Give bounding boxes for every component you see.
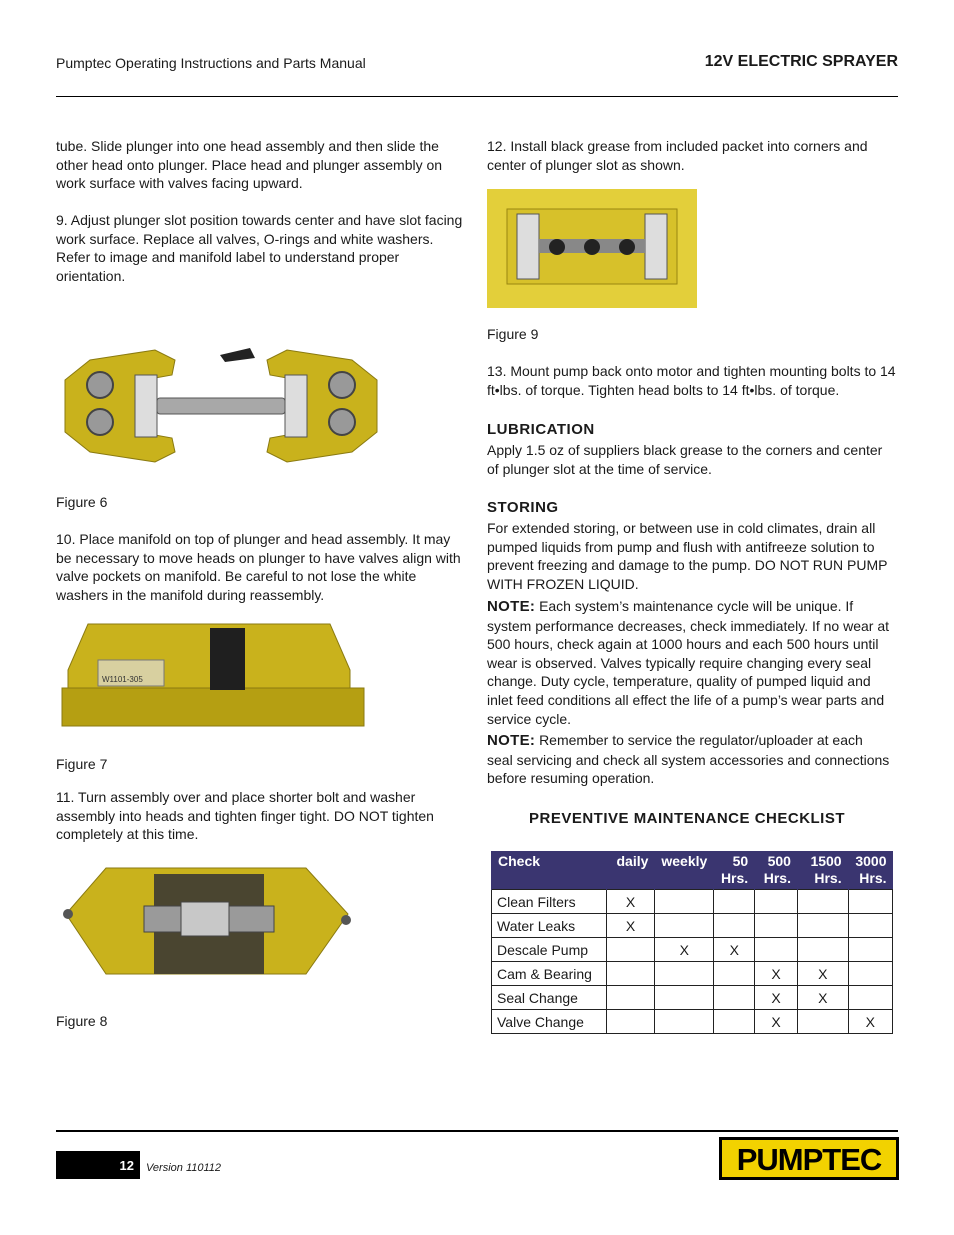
step-9: 9. Adjust plunger slot position towards center and have slot facing work surface. Replace all valves, O-rings and white washers. Refer to image and manifold label to understand proper orientation. bbox=[56, 212, 463, 284]
figure-7-image bbox=[60, 620, 366, 728]
header-title: Pumptec Operating Instructions and Parts Manual bbox=[56, 55, 366, 71]
note-1 bbox=[487, 597, 899, 728]
step-13: 13. Mount pump back onto motor and tighten mounting bolts to 14 ft•lbs. of torque. Tighten head bolts to 14 ft•lbs. of torque. bbox=[487, 363, 896, 398]
note-2 bbox=[487, 731, 891, 788]
col-check: Check bbox=[492, 851, 607, 890]
figure-8-caption: Figure 8 bbox=[56, 1013, 108, 1029]
step-12: 12. Install black grease from included packet into corners and center of plunger slot as shown. bbox=[487, 138, 868, 173]
lubrication-text: Apply 1.5 oz of suppliers black grease to the corners and center of plunger slot at the time of service. bbox=[487, 442, 883, 477]
table-row: Valve Change X X bbox=[492, 1010, 893, 1034]
figure-7-label: W1101-305 bbox=[102, 675, 143, 684]
table-row: Water Leaks X bbox=[492, 914, 893, 938]
header-product: 12V ELECTRIC SPRAYER bbox=[704, 53, 898, 70]
note-2-text: Remember to service the regulator/uploader at each seal servicing and check all system accessories and connections before resuming operation. bbox=[487, 732, 890, 787]
figure-6-image bbox=[60, 340, 382, 472]
step-11: 11. Turn assembly over and place shorter bolt and washer assembly into heads and tighten finger tight. DO NOT tighten completely at this time. bbox=[56, 789, 434, 843]
table-row: Seal Change X X bbox=[492, 986, 893, 1010]
note-2-label: NOTE: bbox=[487, 732, 536, 749]
col-1500hrs: 1500 Hrs. bbox=[797, 851, 848, 890]
figure-9-image bbox=[487, 189, 697, 308]
figure-8-image bbox=[56, 854, 358, 986]
checklist-heading: PREVENTIVE MAINTENANCE CHECKLIST bbox=[529, 810, 846, 827]
note-1-text: Each system’s maintenance cycle will be unique. If system performance decreases, check immediately. If no wear at 500 hours, check again at 1000 hours and each 500 hours until wear is observed. Valves typically require changing every seal change. Duty cycle, temperature, quality of pumped liquid and inlet feed conditions all effect the life of a pump’s wear parts and service cycle. bbox=[487, 598, 890, 727]
maintenance-checklist-table bbox=[491, 851, 893, 1034]
storing-heading: STORING bbox=[487, 499, 559, 516]
storing-text: For extended storing, or between use in cold climates, drain all pumped liquids from pump and flush with antifreeze solution to prevent freezing and damage to the pump. DO NOT RUN PUMP WITH FROZEN LIQUID. bbox=[487, 520, 888, 592]
table-row: Clean Filters X bbox=[492, 890, 893, 914]
col-500hrs: 500 Hrs. bbox=[755, 851, 798, 890]
figure-7-caption: Figure 7 bbox=[56, 756, 108, 772]
version-label: Version 110112 bbox=[146, 1162, 222, 1174]
table-row: Cam & Bearing X X bbox=[492, 962, 893, 986]
col-3000hrs: 3000 Hrs. bbox=[848, 851, 892, 890]
step-8-continued: tube. Slide plunger into one head assembly and then slide the other head onto plunger. Place head and plunger assembly on work surface with valves facing upward. bbox=[56, 138, 443, 192]
header-rule bbox=[56, 96, 898, 97]
col-50hrs: 50 Hrs. bbox=[714, 851, 755, 890]
page-number: 12 bbox=[56, 1151, 140, 1179]
figure-6-caption: Figure 6 bbox=[56, 494, 108, 510]
checklist-header-row bbox=[492, 851, 893, 890]
col-weekly: weekly bbox=[655, 851, 714, 890]
col-daily: daily bbox=[606, 851, 655, 890]
note-1-label: NOTE: bbox=[487, 598, 536, 615]
lubrication-heading: LUBRICATION bbox=[487, 421, 595, 438]
pumptec-logo bbox=[719, 1137, 899, 1180]
logo-text: PUMPTEC bbox=[736, 1142, 882, 1177]
figure-9-caption: Figure 9 bbox=[487, 326, 539, 342]
footer-rule bbox=[56, 1130, 898, 1132]
table-row: Descale Pump X X bbox=[492, 938, 893, 962]
step-10: 10. Place manifold on top of plunger and head assembly. It may be necessary to move heads on plunger to have valves align with valve pockets on manifold. Be careful to not lose the white washers in the manifold during reassembly. bbox=[56, 531, 461, 603]
